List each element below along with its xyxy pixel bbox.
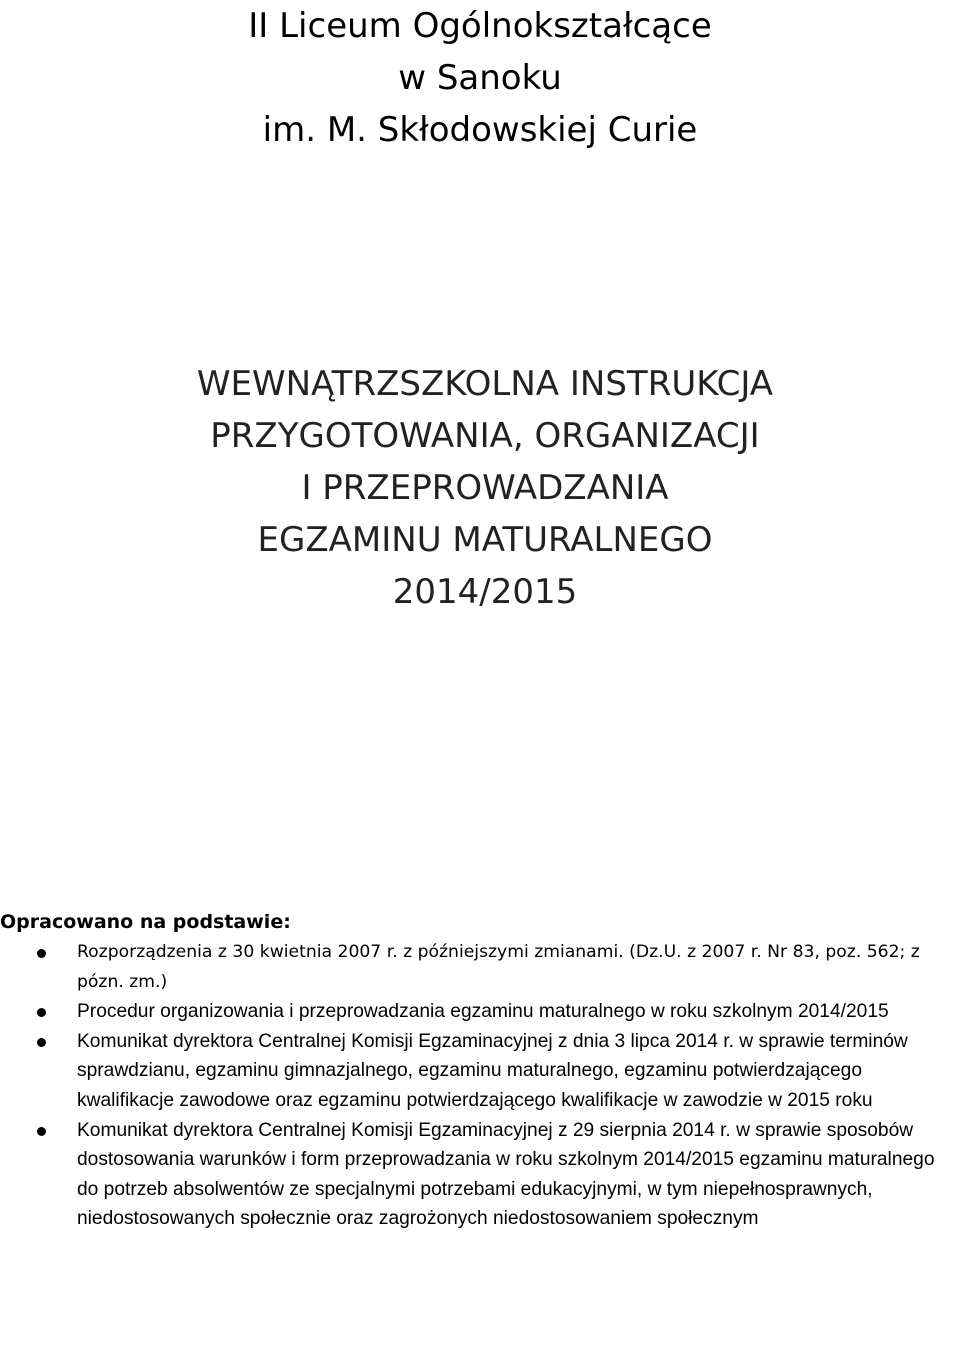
list-item <box>0 997 960 1027</box>
list-item-text: Komunikat dyrektora Centralnej Komisji Egzaminacyjnej z 29 sierpnia 2014 r. w sprawie sposobów dostosowania warunków i form przeprowadzania w roku szkolnym 2014/2015 egzaminu maturalnego do potrzeb absolwentów ze specjalnymi potrzebami edukacyjnymi, w tym niepełnosprawnych, niedostosowanych społecznie oraz zagrożonych niedostosowaniem społecznym <box>77 1119 935 1230</box>
document-title-line: I PRZEPROWADZANIA <box>301 468 669 508</box>
bullet-icon <box>37 1038 46 1047</box>
list-item-text: Rozporządzenia z 30 kwietnia 2007 r. z późniejszymi zmianami. (Dz.U. z 2007 r. Nr 83, poz. 562; z pózn. zm.) <box>77 942 920 992</box>
legal-basis-heading: Opracowano na podstawie: <box>0 911 291 933</box>
list-item-text: Procedur organizowania i przeprowadzania egzaminu maturalnego w roku szkolnym 2014/2015 <box>77 1001 889 1023</box>
school-name-line: II Liceum Ogólnokształcące <box>248 6 712 46</box>
bullet-icon <box>37 1008 46 1017</box>
document-title-line: 2014/2015 <box>392 572 578 612</box>
document-title <box>0 358 960 618</box>
list-item <box>0 1027 960 1116</box>
school-name-line: w Sanoku <box>398 58 562 98</box>
document-title-line: EGZAMINU MATURALNEGO <box>257 520 713 560</box>
school-name-line: im. M. Skłodowskiej Curie <box>262 110 698 150</box>
legal-basis-section <box>0 906 960 1234</box>
document-title-line: PRZYGOTOWANIA, ORGANIZACJI <box>210 416 760 456</box>
bullet-icon <box>37 949 46 958</box>
list-item-text: Komunikat dyrektora Centralnej Komisji Egzaminacyjnej z dnia 3 lipca 2014 r. w sprawie terminów sprawdzianu, egzaminu gimnazjalnego, egzaminu maturalnego, egzaminu potwierdzającego kwalifikacje zawodowe oraz egzaminu potwierdzającego kwalifikacje w zawodzie w 2015 roku <box>77 1030 908 1111</box>
list-item <box>0 1116 960 1234</box>
school-name <box>0 0 960 156</box>
bullet-icon <box>37 1127 46 1136</box>
list-item <box>0 938 960 997</box>
document-title-line: WEWNĄTRZSZKOLNA INSTRUKCJA <box>196 364 774 404</box>
legal-basis-list <box>0 938 960 1234</box>
